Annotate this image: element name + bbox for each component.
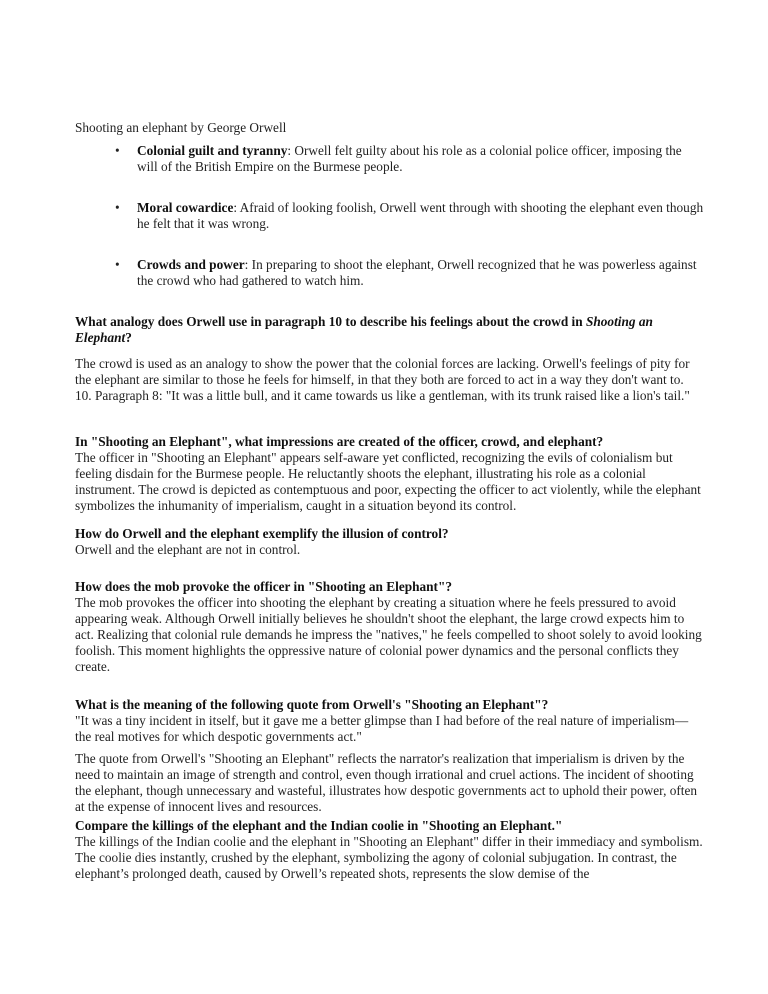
qa-section	[75, 818, 703, 882]
theme-text: : Afraid of looking foolish, Orwell went through with shooting the elephant even though he felt that it was wrong.	[137, 200, 704, 231]
bullet-icon: •	[115, 143, 120, 158]
answer-text: The mob provokes the officer into shooting the elephant by creating a situation where he feels pressured to avoid appearing weak. Although Orwell initially believes he shouldn't shoot the elephant, the large crowd expects him to act. Realizing that colonial rule demands he impress the "natives," he feels compelled to shoot solely to avoid looking foolish. This moment highlights the oppressive nature of colonial power dynamics and the personal conflicts they create.	[75, 595, 702, 674]
theme-term: Colonial guilt and tyranny	[137, 143, 288, 158]
question-heading: How does the mob provoke the officer in "Shooting an Elephant"?	[75, 579, 453, 594]
qa-section	[75, 579, 703, 675]
document-title: Shooting an elephant by George Orwell	[75, 120, 287, 135]
quote-text: "It was a tiny incident in itself, but it gave me a better glimpse than I had before of the real nature of imperialism—the real motives for which despotic governments act."	[75, 713, 689, 744]
theme-text: : In preparing to shoot the elephant, Orwell recognized that he was powerless against the crowd who had gathered to watch him.	[137, 257, 697, 288]
question-heading: In "Shooting an Elephant", what impressions are created of the officer, crowd, and elephant?	[75, 434, 604, 449]
theme-bullet	[115, 143, 705, 175]
answer-text: The killings of the Indian coolie and the elephant in "Shooting an Elephant" differ in their immediacy and symbolism. The coolie dies instantly, crushed by the elephant, symbolizing the agony of colonial subjugation. In contrast, the elephant’s prolonged death, caused by Orwell’s repeated shots, represents the slow demise of the	[75, 834, 703, 881]
question-heading: Compare the killings of the elephant and the Indian coolie in "Shooting an Elephant."	[75, 818, 563, 833]
bullet-icon: •	[115, 257, 120, 272]
question-heading: How do Orwell and the elephant exemplify the illusion of control?	[75, 526, 449, 541]
question-heading: What is the meaning of the following quote from Orwell's "Shooting an Elephant"?	[75, 697, 549, 712]
theme-bullet	[115, 257, 705, 289]
bullet-icon: •	[115, 200, 120, 215]
answer-text: The officer in "Shooting an Elephant" appears self-aware yet conflicted, recognizing the evils of colonialism but feeling disdain for the Burmese people. He reluctantly shoots the elephant, illustrating his role as a colonial instrument. The crowd is depicted as contemptuous and poor, expecting the officer to act violently, while the elephant symbolizes the inhumanity of imperialism, caught in a situation beyond its control.	[75, 450, 701, 513]
theme-term: Moral cowardice	[137, 200, 234, 215]
theme-term: Crowds and power	[137, 257, 245, 272]
answer-text: Orwell and the elephant are not in control.	[75, 542, 301, 557]
qa-section	[75, 697, 703, 815]
answer-text: The quote from Orwell's "Shooting an Elephant" reflects the narrator's realization that imperialism is driven by the need to maintain an image of strength and control, even though irrational and cruel actions. The incident of shooting the elephant, though unnecessary and wasteful, illustrates how despotic governments act to uphold their power, often at the expense of innocent lives and resources.	[75, 751, 698, 814]
answer-text: The crowd is used as an analogy to show the power that the colonial forces are lacking. Orwell's feelings of pity for the elephant are similar to those he feels for himself, in that they both are forced to act in a way they don't want to. 10. Paragraph 8: "It was a little bull, and it came towards us like a gentleman, with its trunk raised like a lion's tail."	[75, 356, 690, 403]
question-heading: What analogy does Orwell use in paragraph 10 to describe his feelings about the crowd in Shooting an Elephant?	[75, 314, 653, 345]
theme-bullet	[115, 200, 705, 232]
theme-text: : Orwell felt guilty about his role as a colonial police officer, imposing the will of the British Empire on the Burmese people.	[137, 143, 682, 174]
qa-section	[75, 526, 703, 558]
qa-section	[75, 314, 703, 404]
qa-section	[75, 434, 703, 514]
